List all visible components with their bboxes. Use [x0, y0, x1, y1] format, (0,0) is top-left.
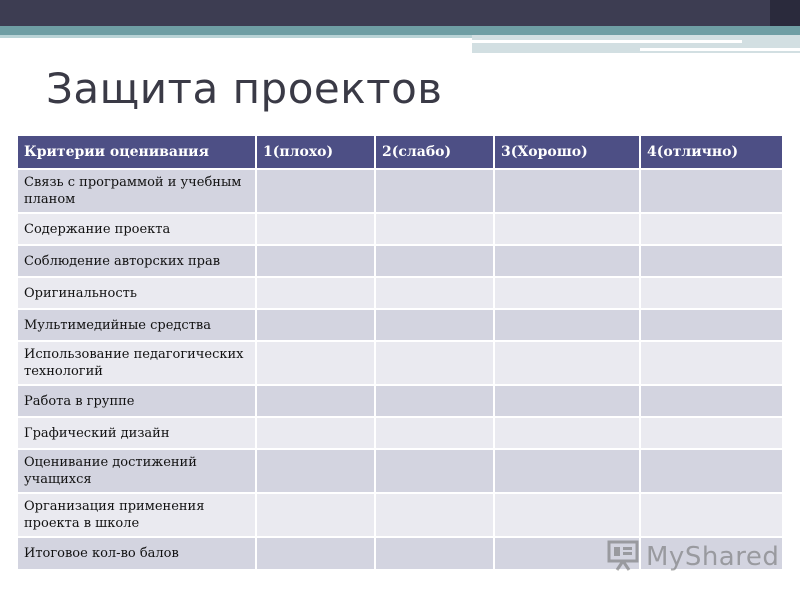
score-cell	[256, 417, 375, 449]
criterion-cell: Мультимедийные средства	[18, 309, 256, 341]
header-criteria: Критерии оценивания	[18, 136, 256, 169]
table-row	[18, 493, 782, 537]
score-cell	[494, 213, 640, 245]
criterion-cell: Графический дизайн	[18, 417, 256, 449]
table-row	[18, 169, 782, 213]
score-cell	[256, 341, 375, 385]
score-cell	[640, 245, 782, 277]
table-row	[18, 385, 782, 417]
criterion-cell: Оценивание достижений учащихся	[18, 449, 256, 493]
criteria-table	[18, 136, 782, 569]
table-row	[18, 277, 782, 309]
score-cell	[256, 169, 375, 213]
score-cell	[494, 417, 640, 449]
score-cell	[640, 169, 782, 213]
top-band-dark	[0, 0, 800, 26]
criterion-cell: Оригинальность	[18, 277, 256, 309]
header-score-1: 1(плохо)	[256, 136, 375, 169]
criterion-cell: Связь с программой и учебным планом	[18, 169, 256, 213]
header-score-4: 4(отлично)	[640, 136, 782, 169]
score-cell	[640, 341, 782, 385]
score-cell	[375, 277, 494, 309]
score-cell	[640, 385, 782, 417]
score-cell	[375, 449, 494, 493]
slide-title: Защита проектов	[46, 64, 443, 113]
table-row	[18, 309, 782, 341]
score-cell	[375, 537, 494, 569]
score-cell	[494, 449, 640, 493]
score-cell	[640, 309, 782, 341]
score-cell	[375, 169, 494, 213]
score-cell	[256, 213, 375, 245]
top-band-teal	[0, 26, 800, 35]
score-cell	[640, 277, 782, 309]
table-row	[18, 417, 782, 449]
criterion-cell: Соблюдение авторских прав	[18, 245, 256, 277]
score-cell	[494, 341, 640, 385]
table-row	[18, 341, 782, 385]
header-score-3: 3(Хорошо)	[494, 136, 640, 169]
score-cell	[256, 537, 375, 569]
table-row	[18, 213, 782, 245]
score-cell	[375, 245, 494, 277]
score-cell	[640, 417, 782, 449]
score-cell	[375, 213, 494, 245]
score-cell	[494, 277, 640, 309]
presentation-board-icon	[606, 538, 640, 576]
score-cell	[375, 417, 494, 449]
score-cell	[375, 493, 494, 537]
watermark	[606, 538, 779, 576]
table-header-row	[18, 136, 782, 169]
top-band-right-line	[472, 40, 742, 43]
top-band-dark-accent	[770, 0, 800, 26]
score-cell	[256, 277, 375, 309]
score-cell	[640, 449, 782, 493]
score-cell	[494, 245, 640, 277]
score-cell	[256, 309, 375, 341]
criterion-cell: Работа в группе	[18, 385, 256, 417]
score-cell	[256, 449, 375, 493]
criterion-cell: Содержание проекта	[18, 213, 256, 245]
score-cell	[640, 213, 782, 245]
score-cell	[375, 309, 494, 341]
criterion-cell: Использование педагогических технологий	[18, 341, 256, 385]
score-cell	[375, 341, 494, 385]
table-row	[18, 449, 782, 493]
score-cell	[640, 493, 782, 537]
criterion-cell: Организация применения проекта в школе	[18, 493, 256, 537]
score-cell	[494, 169, 640, 213]
score-cell	[256, 245, 375, 277]
header-score-2: 2(слабо)	[375, 136, 494, 169]
score-cell	[494, 493, 640, 537]
top-band-right-line	[640, 48, 800, 51]
score-cell	[494, 385, 640, 417]
score-cell	[256, 385, 375, 417]
score-cell	[256, 493, 375, 537]
watermark-text: MyShared	[646, 542, 780, 572]
score-cell	[375, 385, 494, 417]
table-row	[18, 245, 782, 277]
score-cell	[494, 309, 640, 341]
criterion-cell: Итоговое кол-во балов	[18, 537, 256, 569]
